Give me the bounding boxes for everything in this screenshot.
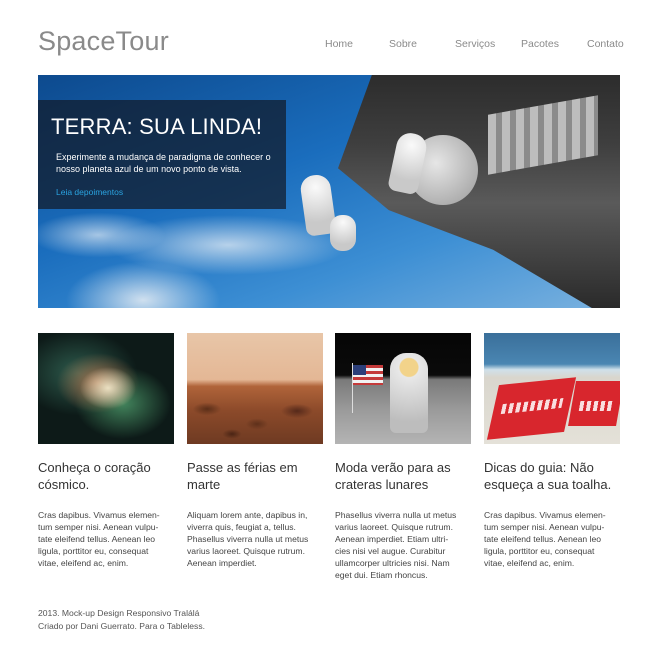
hero-description: Experimente a mudança de paradigma de conhecer o nosso planeta azul de um novo ponto de vista. [56,152,271,174]
towel-shape [487,377,576,440]
nav-sobre[interactable]: Sobre [389,38,418,50]
nav-pacotes[interactable]: Pacotes [521,38,559,50]
space-station-image [338,75,620,308]
footer-copyright: 2013. Mock-up Design Responsivo Tralálá [38,608,200,618]
nav-contato[interactable]: Contato [587,38,624,50]
moon-astronaut-image[interactable] [335,333,471,444]
feature-card-towel [484,333,620,568]
card-title[interactable]: Moda verão para as crateras lunares [335,460,451,492]
card-text: Cras dapibus. Vivamus elemen- tum semper nisi. Aenean vulpu- tate eleifend tellus. Aenean leo ligula, porttitor eu, consequat vitae, eleifend ac, enim. [484,510,606,568]
towel-shape [568,381,620,426]
feature-card-moon [335,333,471,580]
astronaut-figure [390,353,428,433]
nav-home[interactable]: Home [325,38,354,50]
flag-icon [353,365,383,385]
astronaut-figure [330,215,356,251]
feature-card-cosmic [38,333,174,568]
card-title[interactable]: Passe as férias em marte [187,460,298,492]
hero-banner [38,75,620,308]
site-logo[interactable]: SpaceTour [38,26,169,56]
mars-surface-image[interactable] [187,333,323,444]
main-nav [0,38,660,54]
hero-caption-box [38,100,286,209]
beach-towel-image[interactable] [484,333,620,444]
feature-card-mars [187,333,323,568]
testimonials-link[interactable]: Leia depoimentos [56,187,124,197]
card-title[interactable]: Dicas do guia: Não esqueça a sua toalha. [484,460,612,492]
card-text: Aliquam lorem ante, dapibus in, viverra quis, feugiat a, tellus. Phasellus viverra nulla ut metus varius laoreet. Quisque rutrum. Aenean imperdiet. [187,510,309,568]
card-title[interactable]: Conheça o coração cósmico. [38,460,151,492]
footer-credits: Criado por Dani Guerrato. Para o Tableless. [38,621,206,631]
hero-title: TERRA: SUA LINDA! [51,114,263,139]
nav-servicos[interactable]: Serviços [455,38,496,50]
card-text: Cras dapibus. Vivamus elemen- tum semper nisi. Aenean vulpu- tate eleifend tellus. Aenean leo ligula, porttitor eu, consequat vitae, eleifend ac, enim. [38,510,160,568]
nebula-image[interactable] [38,333,174,444]
card-text: Phasellus viverra nulla ut metus varius laoreet. Quisque rutrum. Aenean imperdiet. Etiam ultri- cies nisi vel augue. Curabitur ullamcorper ultricies nisi. Nam eget dui. Etiam rhoncus. [335,510,457,580]
